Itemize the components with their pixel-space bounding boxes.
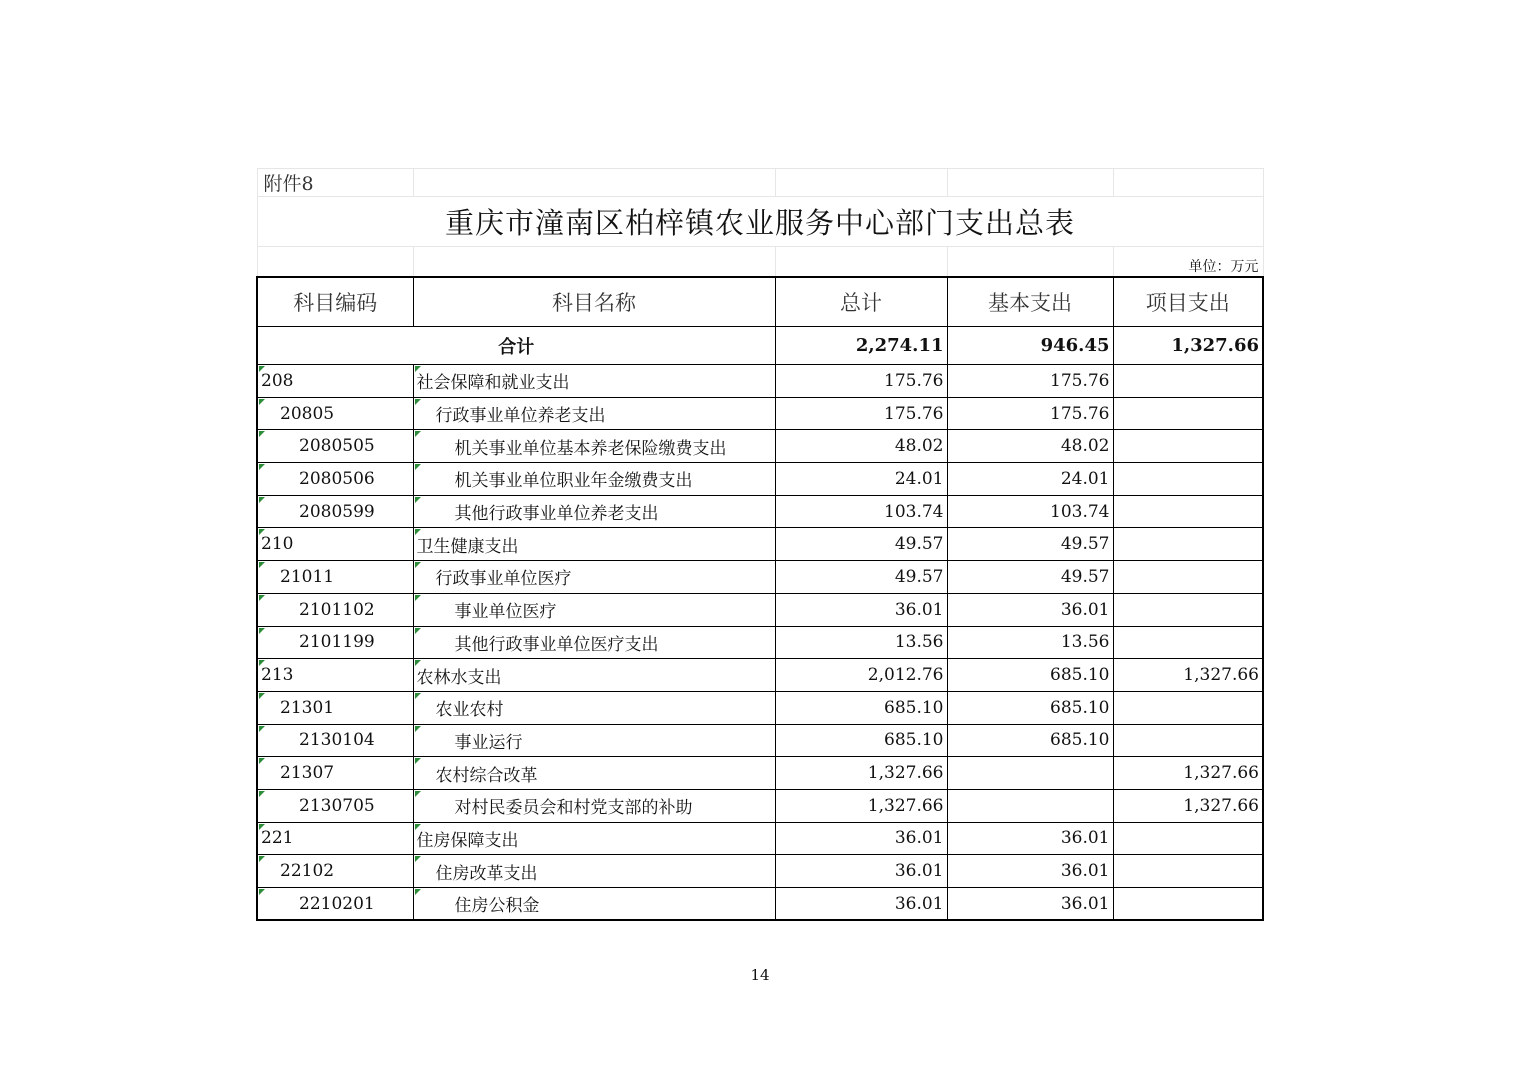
row-code: 21011 (257, 561, 413, 594)
data-rows (257, 365, 1263, 921)
row-code: 2080506 (257, 463, 413, 496)
row-code: 2101199 (257, 626, 413, 659)
row-total: 175.76 (775, 397, 947, 430)
row-code: 20805 (257, 397, 413, 430)
row-name: 其他行政事业单位医疗支出 (413, 626, 775, 659)
row-project (1113, 430, 1263, 463)
row-total: 48.02 (775, 430, 947, 463)
table-row (257, 757, 1263, 790)
header-total: 总计 (775, 277, 947, 327)
table-row (257, 561, 1263, 594)
row-total: 36.01 (775, 855, 947, 888)
row-name: 农业农村 (413, 691, 775, 724)
header-code: 科目编码 (257, 277, 413, 327)
row-name: 机关事业单位职业年金缴费支出 (413, 463, 775, 496)
row-basic: 685.10 (947, 724, 1113, 757)
table-row (257, 659, 1263, 692)
table-row (257, 593, 1263, 626)
row-project (1113, 365, 1263, 398)
header-basic: 基本支出 (947, 277, 1113, 327)
row-total: 36.01 (775, 822, 947, 855)
row-project: 1,327.66 (1113, 789, 1263, 822)
table-row (257, 463, 1263, 496)
row-name: 社会保障和就业支出 (413, 365, 775, 398)
row-basic: 685.10 (947, 691, 1113, 724)
total-total: 2,274.11 (775, 327, 947, 365)
total-label: 合计 (257, 327, 775, 365)
table-row (257, 789, 1263, 822)
total-project: 1,327.66 (1113, 327, 1263, 365)
row-name: 机关事业单位基本养老保险缴费支出 (413, 430, 775, 463)
attachment-label: 附件8 (257, 169, 413, 197)
row-total: 49.57 (775, 561, 947, 594)
header-project: 项目支出 (1113, 277, 1263, 327)
row-total: 13.56 (775, 626, 947, 659)
row-basic: 36.01 (947, 888, 1113, 921)
expenditure-summary-table (256, 168, 1264, 921)
header-row (257, 277, 1263, 327)
row-project (1113, 463, 1263, 496)
row-total: 2,012.76 (775, 659, 947, 692)
row-code: 2130104 (257, 724, 413, 757)
row-basic: 175.76 (947, 397, 1113, 430)
row-total: 1,327.66 (775, 757, 947, 790)
row-project (1113, 397, 1263, 430)
row-name: 住房公积金 (413, 888, 775, 921)
row-code: 22102 (257, 855, 413, 888)
row-basic: 36.01 (947, 855, 1113, 888)
page-number: 14 (750, 966, 770, 984)
row-total: 685.10 (775, 724, 947, 757)
table-row (257, 855, 1263, 888)
row-name: 住房保障支出 (413, 822, 775, 855)
row-project: 1,327.66 (1113, 757, 1263, 790)
row-basic: 49.57 (947, 528, 1113, 561)
attachment-row (257, 169, 1263, 197)
row-project (1113, 495, 1263, 528)
row-code: 213 (257, 659, 413, 692)
row-total: 36.01 (775, 888, 947, 921)
row-basic: 48.02 (947, 430, 1113, 463)
row-project (1113, 626, 1263, 659)
row-code: 2130705 (257, 789, 413, 822)
row-basic: 685.10 (947, 659, 1113, 692)
table-row (257, 691, 1263, 724)
total-basic: 946.45 (947, 327, 1113, 365)
row-name: 行政事业单位养老支出 (413, 397, 775, 430)
row-name: 农林水支出 (413, 659, 775, 692)
table-row (257, 822, 1263, 855)
table-row (257, 365, 1263, 398)
row-name: 住房改革支出 (413, 855, 775, 888)
page-title: 重庆市潼南区柏梓镇农业服务中心部门支出总表 (257, 197, 1263, 247)
row-name: 行政事业单位医疗 (413, 561, 775, 594)
row-name: 事业单位医疗 (413, 593, 775, 626)
row-total: 36.01 (775, 593, 947, 626)
row-name: 农村综合改革 (413, 757, 775, 790)
table-row (257, 724, 1263, 757)
row-code: 208 (257, 365, 413, 398)
row-project (1113, 855, 1263, 888)
table-row (257, 626, 1263, 659)
row-total: 1,327.66 (775, 789, 947, 822)
row-project (1113, 528, 1263, 561)
row-project: 1,327.66 (1113, 659, 1263, 692)
row-code: 21301 (257, 691, 413, 724)
row-name: 事业运行 (413, 724, 775, 757)
row-basic: 13.56 (947, 626, 1113, 659)
row-code: 21307 (257, 757, 413, 790)
unit-label: 单位：万元 (1113, 247, 1263, 277)
row-project (1113, 888, 1263, 921)
row-basic: 36.01 (947, 822, 1113, 855)
row-basic: 175.76 (947, 365, 1113, 398)
row-total: 49.57 (775, 528, 947, 561)
row-code: 2080505 (257, 430, 413, 463)
row-total: 24.01 (775, 463, 947, 496)
row-name: 其他行政事业单位养老支出 (413, 495, 775, 528)
row-project (1113, 724, 1263, 757)
row-code: 2080599 (257, 495, 413, 528)
table-row (257, 397, 1263, 430)
unit-row (257, 247, 1263, 277)
row-code: 221 (257, 822, 413, 855)
row-project (1113, 822, 1263, 855)
row-project (1113, 561, 1263, 594)
row-total: 685.10 (775, 691, 947, 724)
title-row (257, 197, 1263, 247)
row-basic: 24.01 (947, 463, 1113, 496)
row-project (1113, 691, 1263, 724)
row-basic: 36.01 (947, 593, 1113, 626)
row-basic: 49.57 (947, 561, 1113, 594)
table-row (257, 495, 1263, 528)
table-row (257, 430, 1263, 463)
table-row (257, 888, 1263, 921)
row-basic: 103.74 (947, 495, 1113, 528)
header-name: 科目名称 (413, 277, 775, 327)
row-code: 2101102 (257, 593, 413, 626)
row-name: 卫生健康支出 (413, 528, 775, 561)
row-name: 对村民委员会和村党支部的补助 (413, 789, 775, 822)
table-row (257, 528, 1263, 561)
row-project (1113, 593, 1263, 626)
row-total: 175.76 (775, 365, 947, 398)
row-code: 2210201 (257, 888, 413, 921)
row-basic (947, 757, 1113, 790)
row-code: 210 (257, 528, 413, 561)
row-total: 103.74 (775, 495, 947, 528)
total-row (257, 327, 1263, 365)
row-basic (947, 789, 1113, 822)
